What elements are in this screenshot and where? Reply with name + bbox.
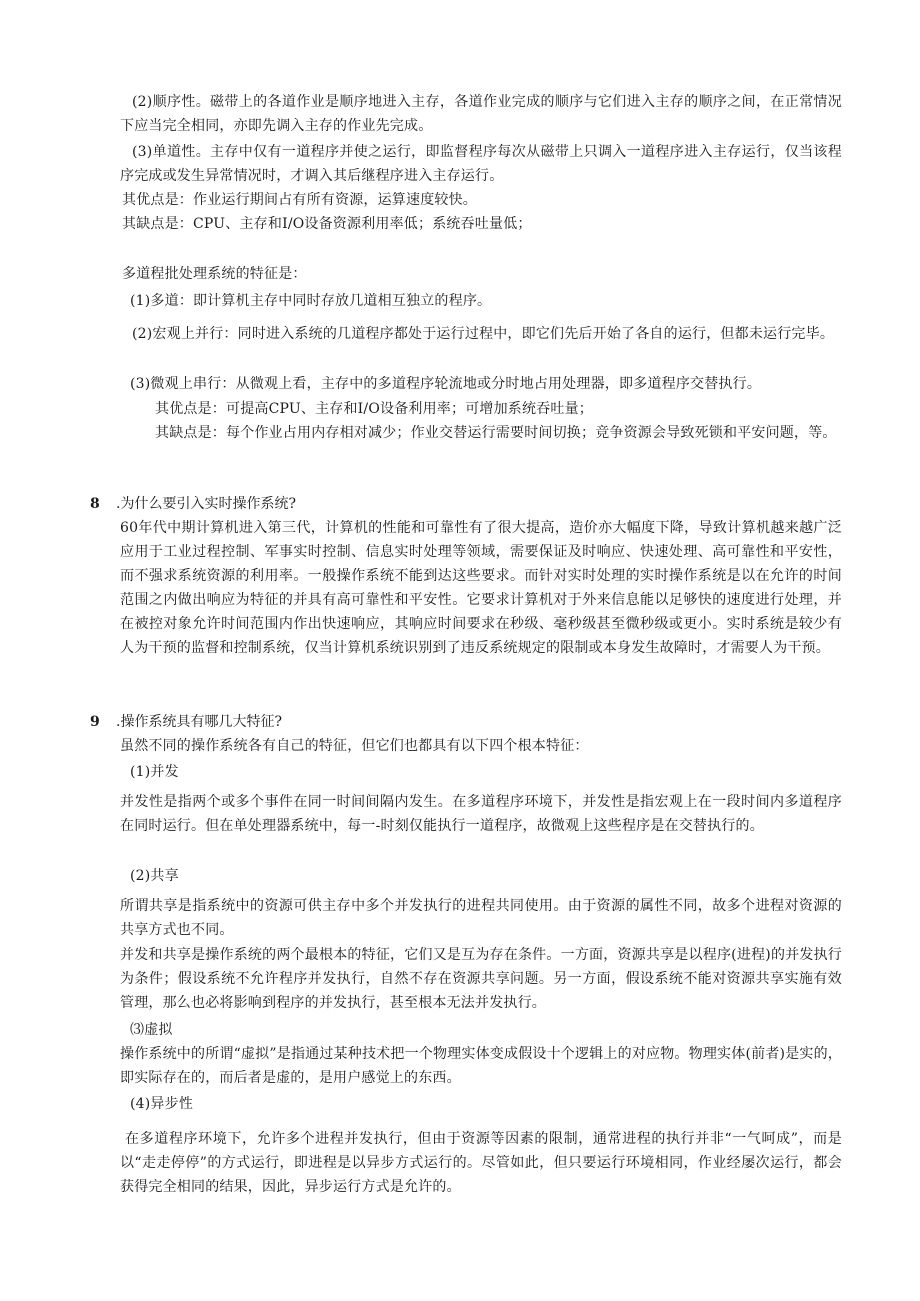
feature-sharing-title: (2)共享	[130, 868, 179, 884]
paragraph-concurrency: 并发性是指两个或多个事件在同一时间间隔内发生。在多道程序环境下，并发性是指宏观上在一段时间内多道程序在同时运行。但在单处理器系统中，每一-时刻仅能执行一道程序，故微观上这些程序是在交替执行的。	[120, 794, 842, 834]
heading-number: 9	[90, 714, 100, 730]
paragraph-multiprogram-disadvantages: 其缺点是：每个作业占用内存相对减少；作业交替运行需要时间切换；竞争资源会导致死锁和平安问题，等。	[155, 425, 837, 441]
heading-title: .操作系统具有哪几大特征?	[116, 714, 282, 730]
feature-concurrency-title: (1)并发	[130, 764, 179, 780]
paragraph-multiprogram-1: (1)多道：即计算机主存中同时存放几道相互独立的程序。	[130, 293, 492, 309]
heading-number: 8	[90, 496, 100, 512]
paragraph-multiprogram-3: (3)微观上串行：从微观上看，主存中的多道程序轮流地或分时地占用处理器，即多道程序交替执行。	[130, 376, 762, 392]
paragraph-multiprogram-advantages: 其优点是：可提高CPU、主存和I/O设备利用率；可增加系统吞吐量；	[155, 401, 594, 417]
paragraph-sharing: 所谓共享是指系统中的资源可供主存中多个并发执行的进程共同使用。由于资源的属性不同，故多个进程对资源的共享方式也不同。	[120, 898, 842, 938]
paragraph-multiprogram-title: 多道程批处理系统的特征是：	[122, 266, 307, 282]
paragraph-batch-advantages: 其优点是：作业运行期间占有所有资源，运算速度较快。	[122, 192, 477, 208]
paragraph-sequential: (2)顺序性。磁带上的各道作业是顺序地进入主存，各道作业完成的顺序与它们进入主存的顺序之间，在正常情况下应当完全相同，亦即先调入主存的作业先完成。	[120, 94, 842, 134]
paragraph-asynchrony: 在多道程序环境下，允许多个进程并发执行，但由于资源等因素的限制，通常进程的执行并非“一气呵成”，而是以“走走停停”的方式运行，即进程是以异步方式运行的。尽管如此，但只要运行环境相同，作业经屡次运行，都会获得完全相同的结果，因此，异步运行方式是允许的。	[120, 1131, 842, 1195]
paragraph-multiprogram-2: (2)宏观上并行：同时进入系统的几道程序都处于运行过程中，即它们先后开始了各自的运行，但都未运行完毕。	[132, 326, 835, 342]
paragraph-batch-disadvantages: 其缺点是：CPU、主存和I/O设备资源利用率低；系统吞吐量低；	[122, 216, 532, 232]
feature-virtual-title: ⑶虚拟	[130, 1022, 173, 1038]
heading-question-9	[90, 710, 282, 734]
paragraph-concurrency-sharing: 并发和共享是操作系统的两个最根本的特征，它们又是互为存在条件。一方面，资源共享是以程序(进程)的并发执行为条件；假设系统不允许程序并发执行，自然不存在资源共享问题。另一方面，假设系统不能对资源共享实施有效管理，那么也必将影响到程序的并发执行，甚至根本无法并发执行。	[120, 947, 842, 1011]
paragraph-virtual: 操作系统中的所谓“虚拟”是指通过某种技术把一个物理实体变成假设十个逻辑上的对应物。物理实体(前者)是实的，即实际存在的，而后者是虚的，是用户感觉上的东西。	[120, 1046, 842, 1086]
paragraph-realtime-os: 60年代中期计算机进入第三代，计算机的性能和可靠性有了很大提高，造价亦大幅度下降，导致计算机越来越广泛应用于工业过程控制、军事实时控制、信息实时处理等领域，需要保证及时响应、快速处理、高可靠性和平安性，而不强求系统资源的利用率。一般操作系统不能到达这些要求。而针对实时处理的实时操作系统是以在允许的时间范围之内做出响应为特征的并具有高可靠性和平安性。它要求计算机对于外来信息能以足够快的速度进行处理，并在被控对象允许时间范围内作出快速响应，其响应时间要求在秒级、毫秒级甚至微秒级或更小。实时系统是较少有人为干预的监督和控制系统，仅当计算机系统识别到了违反系统规定的限制或本身发生故障时，才需要人为干预。	[120, 520, 842, 656]
heading-title: .为什么要引入实时操作系统?	[116, 496, 296, 512]
heading-question-8	[90, 492, 296, 516]
paragraph-features-intro: 虽然不同的操作系统各有自己的特征，但它们也都具有以下四个根本特征：	[120, 738, 589, 754]
feature-asynchrony-title: (4)异步性	[130, 1096, 194, 1112]
paragraph-single-track: (3)单道性。主存中仅有一道程序并使之运行，即监督程序每次从磁带上只调入一道程序进入主存运行，仅当该程序完成或发生异常情况时，才调入其后继程序进入主存运行。	[120, 144, 842, 184]
